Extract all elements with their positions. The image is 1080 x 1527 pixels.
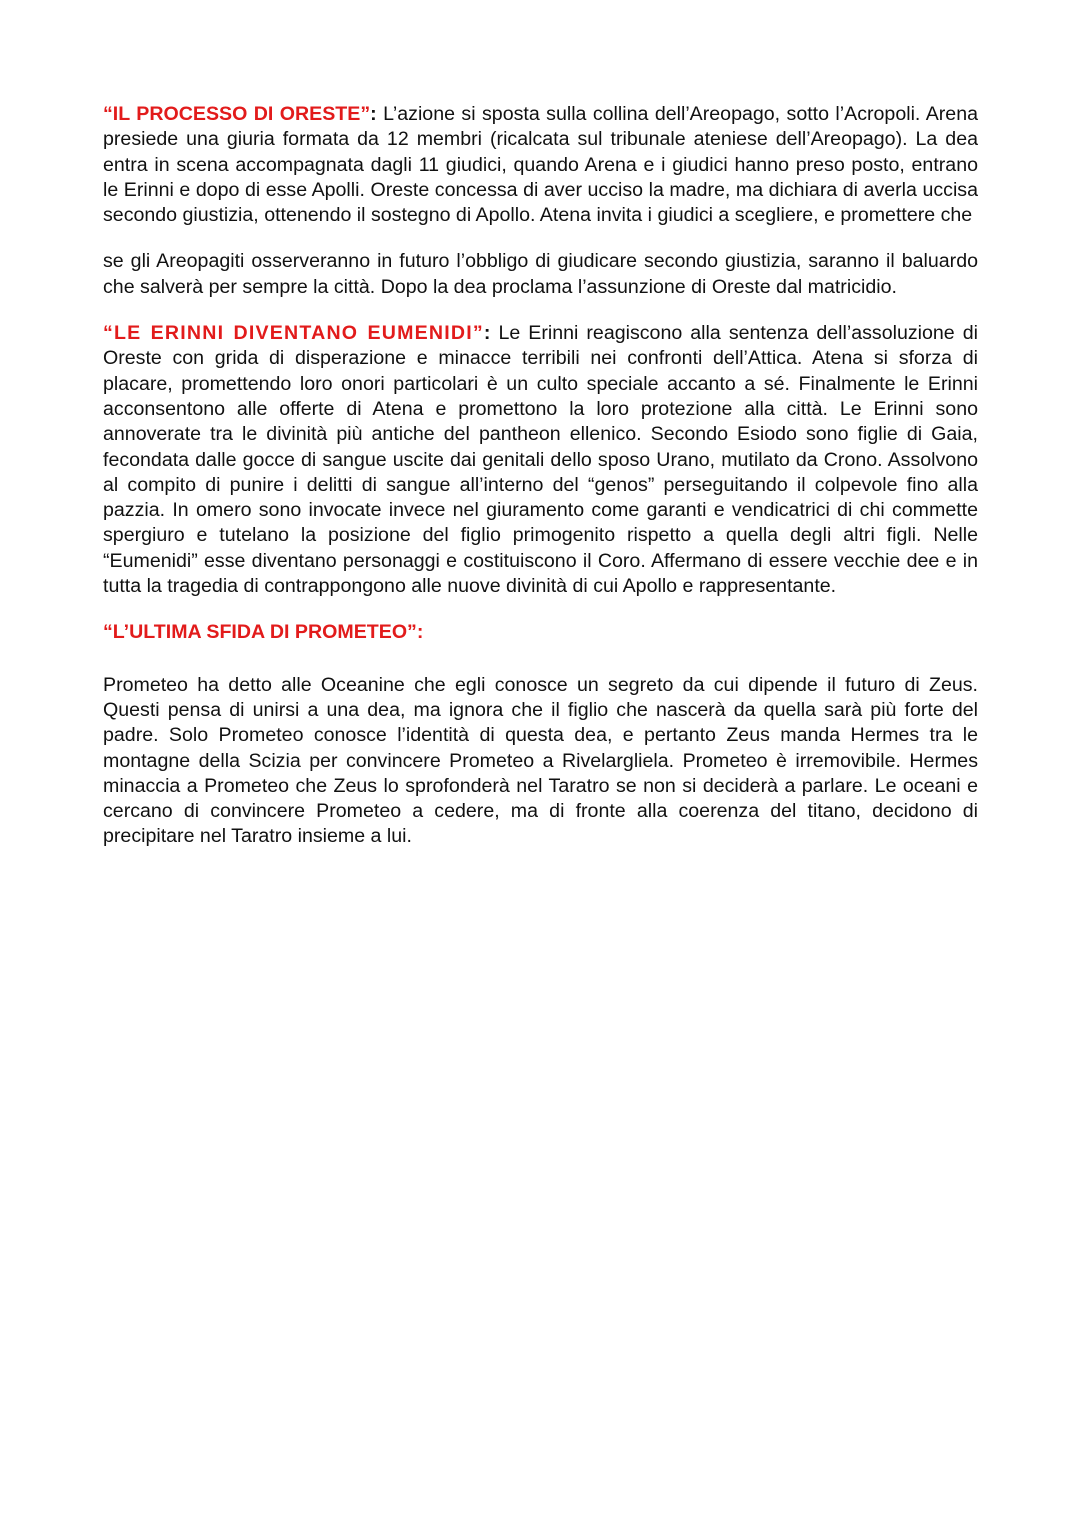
paragraph-ultima-sfida-heading (103, 620, 978, 645)
document-page (103, 102, 978, 850)
paragraph-areopagiti (103, 249, 978, 300)
heading-colon: : (483, 322, 491, 345)
paragraph-erinni-eumenidi (103, 321, 978, 599)
paragraph-text: Prometeo ha detto alle Oceanine che egli conosce un segreto da cui dipende il futuro di Zeus. Questi pensa di unirsi a una dea, ma ignora che il figlio che nascerà da quella sarà più forte del padre. Solo Prometeo conosce l’identità di questa dea, e pertanto Zeus manda Hermes tra le montagne della Scizia per convincere Prometeo a Rivelargliela. Prometeo è irremovibile. Hermes minaccia a Prometeo che Zeus lo sprofonderà nel Taratro se non si deciderà a parlare. Le oceani e cercano di convincere Prometeo a cedere, ma di fronte alla coerenza del titano, decidono di precipitare nel Taratro insieme a lui. (103, 673, 978, 848)
paragraph-processo-oreste (103, 102, 978, 228)
paragraph-prometeo (103, 673, 978, 850)
section-heading-ultima-sfida: “L’ULTIMA SFIDA DI PROMETEO”: (103, 621, 424, 644)
paragraph-text: L’azione si sposta sulla collina dell’Areopago, sotto l’Acropoli. Arena presiede una giuria formata da 12 membri (ricalcata sul tribunale ateniese dell’Areopago). La dea entra in scena accompagnata dagli 11 giudici, quando Arena e i giudici hanno preso posto, entrano le Erinni e dopo di esse Apolli. Oreste concessa di aver ucciso la madre, ma dichiara di averla uccisa secondo giustizia, ottenendo il sostegno di Apollo. Atena invita i giudici a scegliere, e promettere che (103, 103, 978, 227)
paragraph-text: Le Erinni reagiscono alla sentenza dell’assoluzione di Oreste con grida di disperazione e minacce terribili nei confronti dell’Attica. Atena si sforza di placare, promettendo loro onori particolari è un culto speciale accanto a sé. Finalmente le Erinni acconsentono alle offerte di Atena e promettono la loro protezione alla città. Le Erinni sono annoverate tra le divinità più antiche del pantheon ellenico. Secondo Esiodo sono figlie di Gaia, fecondata dalle gocce di sangue uscite dai genitali dello sposo Urano, mutilato da Crono. Assolvono al compito di punire i delitti di sangue all’interno del “genos” perseguitando il colpevole fino alla pazzia. In omero sono invocate invece nel giuramento come garanti e vendicatrici di chi commette spergiuro e tutelano la posizione del figlio primogenito rispetto a quella degli altri figli. Nelle “Eumenidi” esse diventano personaggi e costituiscono il Coro. Affermano di essere vecchie dee e in tutta la tragedia di contrappongono alle nuove divinità di cui Apollo e rappresentante. (103, 322, 978, 598)
section-heading-processo-oreste: “IL PROCESSO DI ORESTE” (103, 103, 371, 125)
paragraph-text: se gli Areopagiti osserveranno in futuro l’obbligo di giudicare secondo giustizia, saranno il baluardo che salverà per sempre la città. Dopo la dea proclama l’assunzione di Oreste dal matricidio. (103, 250, 978, 298)
section-heading-erinni-eumenidi: “LE ERINNI DIVENTANO EUMENIDI” (103, 322, 484, 345)
heading-colon: : (370, 103, 377, 125)
